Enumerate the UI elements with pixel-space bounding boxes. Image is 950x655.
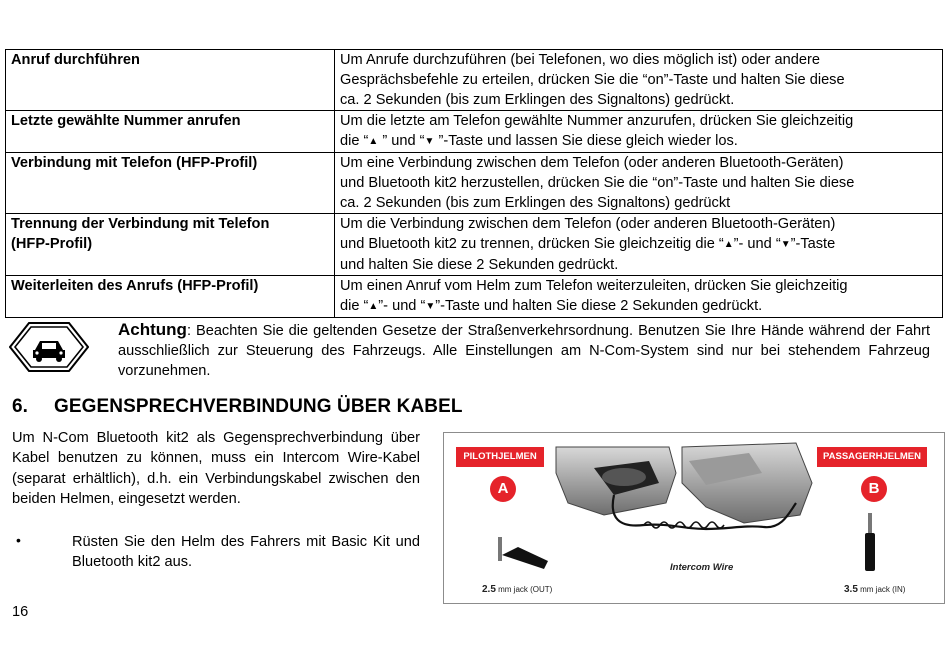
row-description [335,50,943,111]
bullet-text: Rüsten Sie den Helm des Fahrers mit Basic Kit und Bluetooth kit2 aus. [72,534,420,571]
text-part: ”-Taste [790,236,836,252]
description-line: Um Anrufe durchzuführen (bei Telefonen, wo dies möglich ist) oder andere [340,52,820,68]
text-part: ”-Taste und lassen Sie diese gleich wieder los. [434,133,738,149]
bullet-icon: • [16,532,21,548]
row-description [335,111,943,153]
jack-out-label [482,584,552,595]
row-label: Verbindung mit Telefon (HFP-Profil) [6,153,335,214]
label-line: (HFP-Profil) [11,236,93,252]
up-arrow-icon: ▲ [368,136,379,147]
description-line: ca. 2 Sekunden (bis zum Erklingen des Signaltons) gedrückt [340,195,731,211]
row-label [6,214,335,276]
down-arrow-icon: ▼ [780,239,791,250]
warning-title: Achtung [118,320,187,339]
jack-out-size: 2.5 [482,584,496,595]
text-part: die “ [340,298,369,314]
warning-text: : Beachten Sie die geltenden Gesetze der Straßenverkehrsordnung. Benutzen Sie Ihre Hände während der Fahrt ausschließlich zur Steuerung des Fahrzeugs. Alle Einstellungen am N-Com-System sind nur bei stehendem Fahrzeug vorzunehmen. [118,323,930,379]
down-arrow-icon: ▼ [424,136,435,147]
page-number: 16 [12,604,29,620]
table-row [6,153,943,214]
section-number: 6. [12,396,29,417]
description-line: ca. 2 Sekunden (bis zum Erklingen des Signaltons) gedrückt. [340,92,735,108]
text-part: ”- und “ [378,298,426,314]
wire-label: Intercom Wire [670,562,734,573]
body-paragraph: Um N-Com Bluetooth kit2 als Gegensprechverbindung über Kabel benutzen zu können, muss ein Intercom Wire-Kabel (separat erhältlich), d.h. ein Verbindungskabel zwischen den beiden Helmen, eingesetzt werden. [12,430,420,508]
text-part: ”-Taste und halten Sie diese 2 Sekunden gedrückt. [435,298,763,314]
table-row [6,214,943,276]
jack-out-text: mm jack (OUT) [495,585,553,594]
jack-in-label [844,584,905,595]
intercom-wire-figure [443,432,945,604]
row-description [335,214,943,276]
row-description [335,276,943,318]
label-line: Trennung der Verbindung mit Telefon [11,216,270,232]
text-part: ”- und “ [733,236,781,252]
text-part: und Bluetooth kit2 zu trennen, drücken Sie gleichzeitig die “ [340,236,724,252]
description-line: Um einen Anruf vom Helm zum Telefon weiterzuleiten, drücken Sie gleichzeitig [340,278,848,294]
table-row [6,50,943,111]
description-line: Um die Verbindung zwischen dem Telefon (oder anderen Bluetooth-Geräten) [340,216,836,232]
jack-in-size: 3.5 [844,584,858,595]
jack-in-text: mm jack (IN) [857,585,906,594]
car-warning-icon [9,322,89,372]
marker-b: B [861,476,887,502]
description-line: und halten Sie diese 2 Sekunden gedrückt. [340,257,619,273]
description-line: Gesprächsbefehle zu erteilen, drücken Sie die “on”-Taste und halten Sie diese [340,72,845,88]
section-title: GEGENSPRECHVERBINDUNG ÜBER KABEL [54,396,463,417]
up-arrow-icon: ▲ [723,239,734,250]
down-arrow-icon: ▼ [425,301,436,312]
pilot-helmet-label: PILOTHJELMEN [456,447,544,467]
row-description [335,153,943,214]
description-line: Um eine Verbindung zwischen dem Telefon (oder anderen Bluetooth-Geräten) [340,155,844,171]
warning-notice [118,320,930,381]
section-heading [12,396,463,418]
table-row [6,276,943,318]
table-row [6,111,943,153]
text-part: die “ [340,133,369,149]
row-label: Weiterleiten des Anrufs (HFP-Profil) [6,276,335,318]
row-label: Anruf durchführen [6,50,335,111]
up-arrow-icon: ▲ [368,301,379,312]
text-part: ” und “ [378,133,425,149]
marker-a: A [490,476,516,502]
description-line: und Bluetooth kit2 herzustellen, drücken Sie die “on”-Taste und halten Sie diese [340,175,855,191]
passenger-helmet-label: PASSAGERHJELMEN [817,447,927,467]
function-table [5,49,943,318]
description-line: Um die letzte am Telefon gewählte Nummer anzurufen, drücken Sie gleichzeitig [340,113,854,129]
row-label: Letzte gewählte Nummer anrufen [6,111,335,153]
